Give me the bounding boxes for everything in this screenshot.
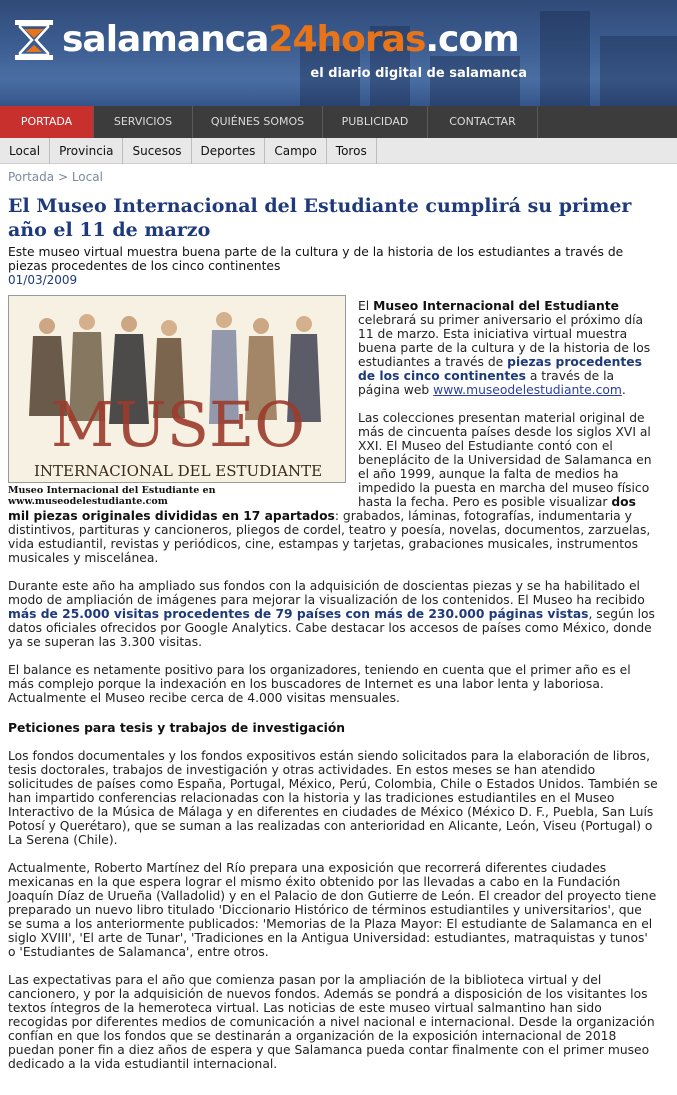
article-container xyxy=(8,168,658,1071)
nav-publicidad[interactable]: PUBLICIDAD xyxy=(323,106,428,138)
paragraph-5: Los fondos documentales y los fondos expositivos están siendo solicitados para la elaboración de libros, tesis doctorales, trabajos de investigación y otras actividades. En estos meses se han atendido solicitudes de países como España, Portugal, México, Perú, Colombia, Chile o Estados Unidos. También se han impartido conferencias relacionadas con la historia y las tradiciones estudiantiles en el Museo Interactivo de la Música de Málaga y en diferentes en ciudades de México (México D. F., Puebla, San Luís Potosí y Querétaro), que se suman a las realizadas con anterioridad en Alicante, León, Viseu (Portugal) o La Serena (Chile). xyxy=(8,749,658,847)
nav-contactar[interactable]: CONTACTAR xyxy=(428,106,538,138)
breadcrumb-home[interactable]: Portada xyxy=(8,170,55,184)
subnav-campo[interactable]: Campo xyxy=(265,138,326,164)
breadcrumb xyxy=(8,168,658,186)
highlight-continents: piezas procedentes de los cinco continentes xyxy=(358,355,642,383)
article-date: 01/03/2009 xyxy=(8,273,78,287)
subnav-provincia[interactable]: Provincia xyxy=(50,138,123,164)
article-image[interactable] xyxy=(8,295,346,483)
subnav-sucesos[interactable]: Sucesos xyxy=(123,138,191,164)
subnav-local[interactable]: Local xyxy=(0,138,50,164)
article-figure xyxy=(8,295,348,507)
nav-quienes-somos[interactable]: QUIÉNES SOMOS xyxy=(193,106,323,138)
paragraph-2: Las colecciones presentan material original de más de cincuenta países desde los siglos XVI al XXI. El Museo del Estudiante contó con el beneplácito de la Universidad de Salamanca en el año 1999, aunque la falta de medios ha impedido la puesta en marcha del museo físico hasta la fecha. Pero es posible visualizar dos mil piezas originales divididas en 17 apartados: grabados, láminas, fotografías, indumentaria y distintivos, partituras y cancioneros, pliegos de cordel, teatro y poesía, novelas, documentos, zarzuelas, vida estudiantil, revistas y periódicos, cine, estampas y tarjetas, grabaciones musicales, instrumentos musicales y miscelánea. xyxy=(8,411,652,565)
brand-24: 24 xyxy=(268,19,317,60)
section-heading: Peticiones para tesis y trabajos de investigación xyxy=(8,721,346,735)
site-header xyxy=(0,0,677,106)
students-illustration xyxy=(9,296,346,483)
site-logo-text[interactable] xyxy=(62,18,519,62)
article-subtitle: Este museo virtual muestra buena parte de la cultura y de la historia de los estudiantes a través de piezas procedentes de los cinco continentes xyxy=(8,245,624,273)
paragraph-6: Actualmente, Roberto Martínez del Río prepara una exposición que recorrerá diferentes ciudades mexicanas en la que espera lograr el mismo éxito obtenido por las llevadas a cabo en la Fundación Joaquín Díaz de Urueña (Valladolid) y en el Palacio de don Gutierre de León. El creador del proyecto tiene preparado un nuevo libro titulado 'Diccionario Histórico de términos estudiantiles y universitarios', que se suma a los anteriormente publicados: 'Memorias de la Plaza Mayor: El estudiante de Salamanca en el siglo XVIII', 'El arte de Tunar', 'Tradiciones en la Antigua Universidad: estudiantes, matraquistas y tunos' o 'Estudiantes de Salamanca', entre otros. xyxy=(8,861,657,959)
nav-portada[interactable]: PORTADA xyxy=(0,106,94,138)
article-title: El Museo Internacional del Estudiante cumplirá su primer año el 11 de marzo xyxy=(8,195,632,241)
brand-salamanca: salamanca xyxy=(62,19,269,60)
museum-name-bold: Museo Internacional del Estudiante xyxy=(373,299,619,313)
pieces-bold: dos mil piezas originales divididas en 17 apartados xyxy=(8,495,636,523)
breadcrumb-section[interactable]: Local xyxy=(71,170,103,184)
museum-website-link[interactable]: www.museodelestudiante.com xyxy=(433,383,622,397)
section-navigation xyxy=(0,138,677,164)
museo-logo-word: MUSEO xyxy=(50,388,306,461)
image-caption: Museo Internacional del Estudiante en www.museodelestudiante.com xyxy=(8,485,216,507)
subnav-deportes[interactable]: Deportes xyxy=(192,138,266,164)
brand-horas: horas xyxy=(316,19,426,60)
paragraph-4: El balance es netamente positivo para los organizadores, teniendo en cuenta que el primer año es el más complejo porque la indexación en los buscadores de Internet es una labor lenta y laboriosa. Actualmente el Museo recibe cerca de 4.000 visitas mensuales. xyxy=(8,663,631,705)
hourglass-logo-icon[interactable] xyxy=(12,18,56,62)
breadcrumb-separator: > xyxy=(54,170,72,184)
highlight-visits: más de 25.000 visitas procedentes de 79 países con más de 230.000 páginas vistas xyxy=(8,607,589,621)
paragraph-1: El Museo Internacional del Estudiante celebrará su primer aniversario el próximo día 11 de marzo. Esta iniciativa virtual muestra buena parte de la cultura y de la historia de los estudiantes a través de piezas procedentes de los cinco continentes a través de la página web www.museodelestudiante.com. xyxy=(358,299,651,397)
nav-servicios[interactable]: SERVICIOS xyxy=(94,106,193,138)
brand-dotcom: .com xyxy=(425,19,519,60)
museo-logo-sub: INTERNACIONAL DEL ESTUDIANTE xyxy=(33,462,323,480)
site-tagline: el diario digital de salamanca xyxy=(310,66,527,81)
main-navigation xyxy=(0,106,677,138)
paragraph-3: Durante este año ha ampliado sus fondos con la adquisición de doscientas piezas y se ha habilitado el modo de ampliación de imágenes para mejorar la visualización de los contenidos. El Museo ha recibido más de 25.000 visitas procedentes de 79 países con más de 230.000 páginas vistas, según los datos oficiales ofrecidos por Google Analytics. Cabe destacar los accesos de países como México, donde ya se superan las 3.300 visitas. xyxy=(8,579,655,649)
subnav-toros[interactable]: Toros xyxy=(327,138,377,164)
paragraph-7: Las expectativas para el año que comienza pasan por la ampliación de la biblioteca virtual y del cancionero, y por la adquisición de nuevos fondos. Además se pondrá a disposición de los visitantes los textos íntegros de la hemeroteca virtual. Las noticias de este museo virtual salmantino han sido recogidas por diferentes medios de comunicación a nivel nacional e internacional. Desde la organización confían en que los fondos que se destinarán a organización de la exposición internacional de 2018 puedan poner fin a diez años de espera y que Salamanca pueda contar finalmente con el primer museo dedicado a la vida estudiantil internacional. xyxy=(8,973,655,1071)
